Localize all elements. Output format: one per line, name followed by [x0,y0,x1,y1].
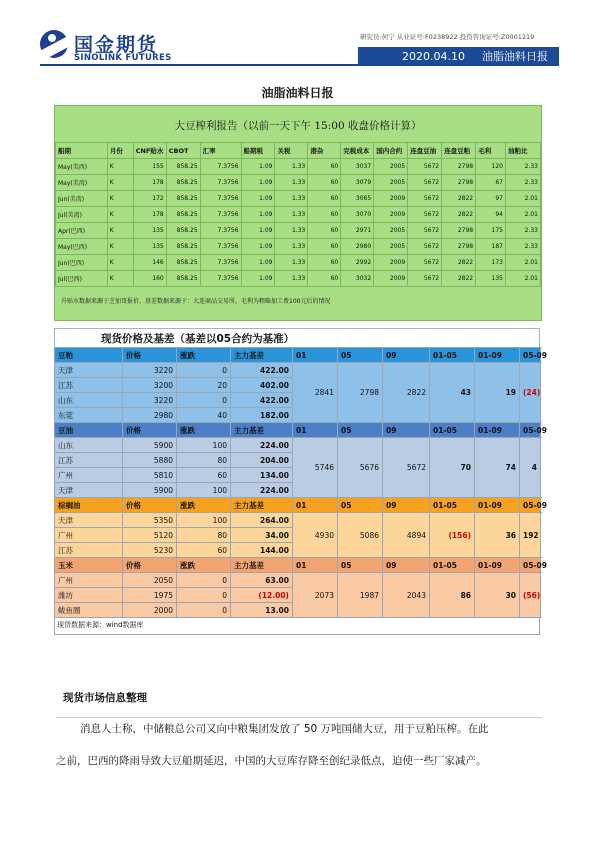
basis-header-cell: 主力基差 [231,498,293,513]
basis-header-cell: 05 [338,348,383,363]
basis-header-cell: 涨跌 [177,498,231,513]
basis-cell: 2050 [123,573,177,588]
crush-cell: 175 [476,223,506,239]
basis-spread-cell: 2073 [293,573,338,618]
basis-spread-cell: 2841 [293,363,338,423]
basis-header-cell: 涨跌 [177,348,231,363]
crush-cell: 2.01 [505,271,540,287]
crush-cell: 2.33 [505,159,540,175]
crush-cell: 2.01 [505,207,540,223]
report-date: 2020.04.10 [402,50,465,63]
basis-cell: 0 [177,603,231,618]
crush-cell: 60 [308,239,341,255]
basis-header-cell: 05 [338,498,383,513]
basis-header-cell: 01-09 [475,348,520,363]
basis-cell: 0 [177,588,231,603]
crush-header-cell: 连盘豆粕 [442,143,476,159]
basis-cell: 60 [177,468,231,483]
crush-cell: Jun(巴西) [56,255,108,271]
crush-header-cell: 连盘豆油 [408,143,442,159]
basis-cell: 204.00 [231,453,293,468]
basis-cell: 江苏 [55,453,123,468]
crush-cell: 3070 [341,207,374,223]
crush-cell: K [107,223,133,239]
basis-row [55,513,541,528]
crush-cell: 1.09 [241,255,275,271]
basis-cell: 江苏 [55,378,123,393]
basis-source: 现货数据来源：wind数据库 [54,618,540,635]
crush-cell: 2822 [442,255,476,271]
crush-cell: Jun(美湾) [56,191,108,207]
crush-cell: 2.33 [505,223,540,239]
crush-cell: 1.09 [241,223,275,239]
basis-cell: 422.00 [231,393,293,408]
crush-cell: 1.09 [241,191,275,207]
basis-cell: 东莞 [55,408,123,423]
crush-row [56,255,541,271]
crush-row [56,175,541,191]
crush-cell: 2798 [442,223,476,239]
crush-cell: 858.25 [166,159,200,175]
basis-header-cell: 主力基差 [231,423,293,438]
crush-cell: 2798 [442,239,476,255]
crush-cell: 2.33 [505,175,540,191]
basis-cell: 广州 [55,528,123,543]
crush-cell: 160 [133,271,166,287]
basis-spread-cell: 2798 [338,363,383,423]
crush-margin-panel [54,105,542,321]
crush-table [55,142,541,287]
crush-cell: 2971 [341,223,374,239]
crush-cell: 1.09 [241,175,275,191]
basis-header-cell: 05-09 [520,348,541,363]
basis-header-cell: 01-09 [475,423,520,438]
crush-cell: 2980 [341,239,374,255]
crush-cell: 858.25 [166,223,200,239]
crush-header-cell: 完税成本 [341,143,374,159]
basis-cell: 422.00 [231,363,293,378]
crush-cell: May(美湾) [56,175,108,191]
basis-cell: 广州 [55,573,123,588]
crush-cell: 3079 [341,175,374,191]
crush-cell: 858.25 [166,239,200,255]
crush-cell: 146 [133,255,166,271]
crush-cell: 5672 [408,239,442,255]
report-name: 油脂油料日报 [482,50,548,63]
crush-cell: 60 [308,255,341,271]
basis-header-cell: 01-05 [430,423,475,438]
crush-cell: 858.25 [166,271,200,287]
crush-cell: 97 [476,191,506,207]
basis-cell: 100 [177,438,231,453]
crush-cell: K [107,191,133,207]
crush-cell: 2005 [374,239,408,255]
basis-spread-cell: 4894 [383,513,430,558]
basis-cell: (12.00) [231,588,293,603]
crush-cell: 1.33 [275,239,308,255]
crush-cell: 2992 [341,255,374,271]
basis-cell: 1975 [123,588,177,603]
basis-cell: 182.00 [231,408,293,423]
basis-spread-cell: 70 [430,438,475,498]
basis-header-cell: 01 [293,558,338,573]
crush-cell: 120 [476,159,506,175]
basis-cell: 5880 [123,453,177,468]
market-section-title: 现货市场信息整理 [63,692,147,704]
basis-spread-cell: 43 [430,363,475,423]
basis-spread-cell: 4 [520,438,541,498]
basis-spread-cell: 1987 [338,573,383,618]
crush-header-cell: 港杂 [308,143,341,159]
crush-cell: 2005 [374,159,408,175]
basis-header-cell: 05 [338,558,383,573]
basis-header-cell: 01-09 [475,498,520,513]
basis-header-cell: 涨跌 [177,423,231,438]
basis-group-header [55,498,541,513]
basis-row [55,438,541,453]
basis-cell: 80 [177,528,231,543]
basis-cell: 264.00 [231,513,293,528]
crush-cell: 1.33 [275,223,308,239]
basis-spread-cell: (24) [520,363,541,423]
crush-cell: 7.3756 [200,159,241,175]
crush-cell: 2.01 [505,255,540,271]
crush-row [56,159,541,175]
crush-header-cell: 月份 [107,143,133,159]
basis-spread-cell: 86 [430,573,475,618]
crush-cell: 67 [476,175,506,191]
crush-cell: 7.3756 [200,255,241,271]
basis-cell: 2980 [123,408,177,423]
crush-cell: 60 [308,207,341,223]
crush-cell: 5672 [408,191,442,207]
crush-cell: 5672 [408,175,442,191]
crush-cell: 60 [308,271,341,287]
basis-cell: 5120 [123,528,177,543]
crush-header-cell: 汇率 [200,143,241,159]
basis-header-cell: 价格 [123,558,177,573]
basis-header-cell: 01-05 [430,558,475,573]
crush-cell: 1.33 [275,191,308,207]
basis-cell: 20 [177,378,231,393]
basis-spread-cell: 192 [520,513,541,558]
basis-group-header [55,423,541,438]
crush-cell: 7.3756 [200,175,241,191]
crush-cell: 187 [476,239,506,255]
crush-cell: 1.33 [275,271,308,287]
basis-header-cell: 01-09 [475,558,520,573]
crush-cell: 5672 [408,255,442,271]
crush-cell: 2009 [374,255,408,271]
basis-row [55,573,541,588]
basis-cell: 0 [177,393,231,408]
basis-header-cell: 01 [293,348,338,363]
crush-row [56,207,541,223]
basis-cell: 5900 [123,483,177,498]
crush-cell: 173 [476,255,506,271]
logo-text-cn: 国金期货 [74,34,159,56]
basis-group-name: 棕榈油 [55,498,123,513]
logo-text-en: SINOLINK FUTURES [74,53,172,63]
crush-cell: 3065 [341,191,374,207]
basis-cell: 0 [177,363,231,378]
basis-spread-cell: 5672 [383,438,430,498]
crush-cell: 858.25 [166,175,200,191]
crush-cell: 2798 [442,175,476,191]
crush-cell: 1.09 [241,159,275,175]
basis-cell: 60 [177,543,231,558]
crush-cell: Jul(美湾) [56,207,108,223]
market-para-text-1: 消息人士称，中储粮总公司又向中粮集团发放了 50 万吨国储大豆，用于豆粕压榨。在此 [80,723,489,735]
crush-cell: 858.25 [166,255,200,271]
crush-cell: Apr(巴西) [56,223,108,239]
crush-cell: 2.01 [505,191,540,207]
basis-header-cell: 09 [383,498,430,513]
basis-cell: 山东 [55,438,123,453]
crush-row [56,271,541,287]
crush-cell: 1.09 [241,239,275,255]
basis-cell: 潍坊 [55,588,123,603]
basis-title-bar [54,328,540,347]
basis-spread-cell: 30 [475,573,520,618]
basis-header-cell: 01 [293,423,338,438]
report-banner [358,47,559,66]
crush-cell: 2822 [442,191,476,207]
basis-table [54,347,547,618]
basis-cell: 402.00 [231,378,293,393]
logo-icon [40,30,68,58]
basis-cell: 5350 [123,513,177,528]
basis-spread-cell: 2043 [383,573,430,618]
crush-cell: 178 [133,207,166,223]
crush-cell: 178 [133,175,166,191]
crush-row [56,223,541,239]
crush-cell: 2009 [374,271,408,287]
basis-cell: 134.00 [231,468,293,483]
basis-spread-cell: (56) [520,573,541,618]
basis-panel [54,328,547,635]
basis-spread-cell: 36 [475,513,520,558]
crush-row [56,191,541,207]
crush-row [56,239,541,255]
basis-cell: 天津 [55,513,123,528]
basis-spread-cell: 2822 [383,363,430,423]
crush-cell: May(美西) [56,159,108,175]
crush-cell: 5672 [408,223,442,239]
crush-cell: 7.3756 [200,207,241,223]
basis-spread-cell: 5746 [293,438,338,498]
crush-cell: 135 [476,271,506,287]
crush-header-row [56,143,541,159]
basis-cell: 100 [177,513,231,528]
basis-cell: 0 [177,573,231,588]
basis-header-cell: 09 [383,423,430,438]
crush-header-cell: CBOT [166,143,200,159]
crush-cell: 60 [308,191,341,207]
crush-cell: K [107,207,133,223]
crush-cell: K [107,255,133,271]
crush-cell: 172 [133,191,166,207]
basis-cell: 144.00 [231,543,293,558]
crush-cell: 2009 [374,191,408,207]
basis-cell: 5810 [123,468,177,483]
basis-header-cell: 价格 [123,348,177,363]
basis-spread-cell: 74 [475,438,520,498]
crush-header-cell: 船期 [56,143,108,159]
crush-cell: 858.25 [166,207,200,223]
crush-cell: K [107,159,133,175]
basis-header-cell: 01-05 [430,498,475,513]
crush-cell: 1.09 [241,271,275,287]
crush-cell: 7.3756 [200,239,241,255]
crush-cell: K [107,175,133,191]
crush-header-cell: 毛利 [476,143,506,159]
basis-group-header [55,558,541,573]
basis-cell: 2000 [123,603,177,618]
basis-cell: 山东 [55,393,123,408]
basis-header-cell: 01 [293,498,338,513]
crush-cell: 858.25 [166,191,200,207]
crush-cell: 1.33 [275,159,308,175]
crush-cell: 7.3756 [200,271,241,287]
basis-group-name: 豆粕 [55,348,123,363]
crush-cell: 2822 [442,271,476,287]
doc-title: 油脂油料日报 [261,86,334,100]
basis-cell: 江苏 [55,543,123,558]
basis-header-cell: 05-09 [520,423,541,438]
basis-title: 现货价格及基差（基差以05合约为基准） [101,333,295,345]
basis-spread-cell: (156) [430,513,475,558]
basis-cell: 100 [177,483,231,498]
basis-cell: 3200 [123,378,177,393]
crush-cell: May(巴西) [56,239,108,255]
basis-cell: 广州 [55,468,123,483]
basis-cell: 40 [177,408,231,423]
basis-header-cell: 05 [338,423,383,438]
crush-cell: 2009 [374,207,408,223]
header-rule [40,64,358,66]
crush-cell: K [107,271,133,287]
basis-cell: 天津 [55,363,123,378]
basis-group-header [55,348,541,363]
basis-cell: 5900 [123,438,177,453]
basis-group-name: 豆油 [55,423,123,438]
crush-cell: 2798 [442,159,476,175]
basis-cell: 80 [177,453,231,468]
basis-header-cell: 09 [383,348,430,363]
crush-cell: 3037 [341,159,374,175]
crush-cell: 2822 [442,207,476,223]
basis-spread-cell: 5086 [338,513,383,558]
crush-cell: 135 [133,239,166,255]
crush-cell: 155 [133,159,166,175]
crush-header-cell: 船期税 [241,143,275,159]
crush-cell: 60 [308,159,341,175]
basis-row [55,363,541,378]
basis-cell: 63.00 [231,573,293,588]
crush-cell: 1.33 [275,207,308,223]
crush-cell: 1.33 [275,175,308,191]
crush-cell: 2005 [374,175,408,191]
basis-header-cell: 价格 [123,423,177,438]
crush-cell: 135 [133,223,166,239]
crush-header-cell: 关税 [275,143,308,159]
crush-cell: Jul(巴西) [56,271,108,287]
crush-cell: 3032 [341,271,374,287]
basis-header-cell: 01-05 [430,348,475,363]
basis-cell: 3220 [123,363,177,378]
crush-header-cell: CNF贴水 [133,143,166,159]
basis-spread-cell: 19 [475,363,520,423]
basis-cell: 5230 [123,543,177,558]
crush-cell: 5672 [408,207,442,223]
basis-spread-cell: 4930 [293,513,338,558]
crush-cell: 5672 [408,159,442,175]
basis-cell: 224.00 [231,438,293,453]
basis-cell: 鲅鱼圈 [55,603,123,618]
crush-note: 升贴水数据来源于芝加哥报价，基差数据来源于：大连商品交易所，毛利为粗略加工费100元后的情况 [61,298,331,305]
market-paragraph-2: 之前，巴西的降雨导致大豆船期延迟，中国的大豆库存降至创纪录低点，迫使一些厂家减产。 [56,755,487,767]
crush-header-cell: 油粕比 [505,143,540,159]
basis-cell: 13.00 [231,603,293,618]
crush-header-cell: 国内合约 [374,143,408,159]
crush-cell: 1.09 [241,207,275,223]
analyst-info: 研究员:何宁 从业证号:F0238922 投资咨询证号:Z0001219 [360,33,535,41]
basis-header-cell: 涨跌 [177,558,231,573]
basis-spread-cell: 5676 [338,438,383,498]
crush-cell: 60 [308,175,341,191]
crush-title: 大豆榨利报告（以前一天下午 15:00 收盘价格计算） [174,120,422,132]
basis-header-cell: 主力基差 [231,558,293,573]
basis-cell: 天津 [55,483,123,498]
crush-cell: 2005 [374,223,408,239]
crush-cell: K [107,239,133,255]
basis-header-cell: 价格 [123,498,177,513]
basis-header-cell: 09 [383,558,430,573]
crush-cell: 1.33 [275,255,308,271]
market-paragraph-1 [56,717,542,740]
crush-cell: 7.3756 [200,191,241,207]
crush-cell: 2.33 [505,239,540,255]
crush-cell: 60 [308,223,341,239]
crush-cell: 5672 [408,271,442,287]
basis-cell: 224.00 [231,483,293,498]
basis-cell: 34.00 [231,528,293,543]
basis-header-cell: 05-09 [520,558,541,573]
crush-cell: 94 [476,207,506,223]
basis-cell: 3220 [123,393,177,408]
basis-header-cell: 05-09 [520,498,541,513]
crush-cell: 7.3756 [200,223,241,239]
basis-group-name: 玉米 [55,558,123,573]
basis-header-cell: 主力基差 [231,348,293,363]
